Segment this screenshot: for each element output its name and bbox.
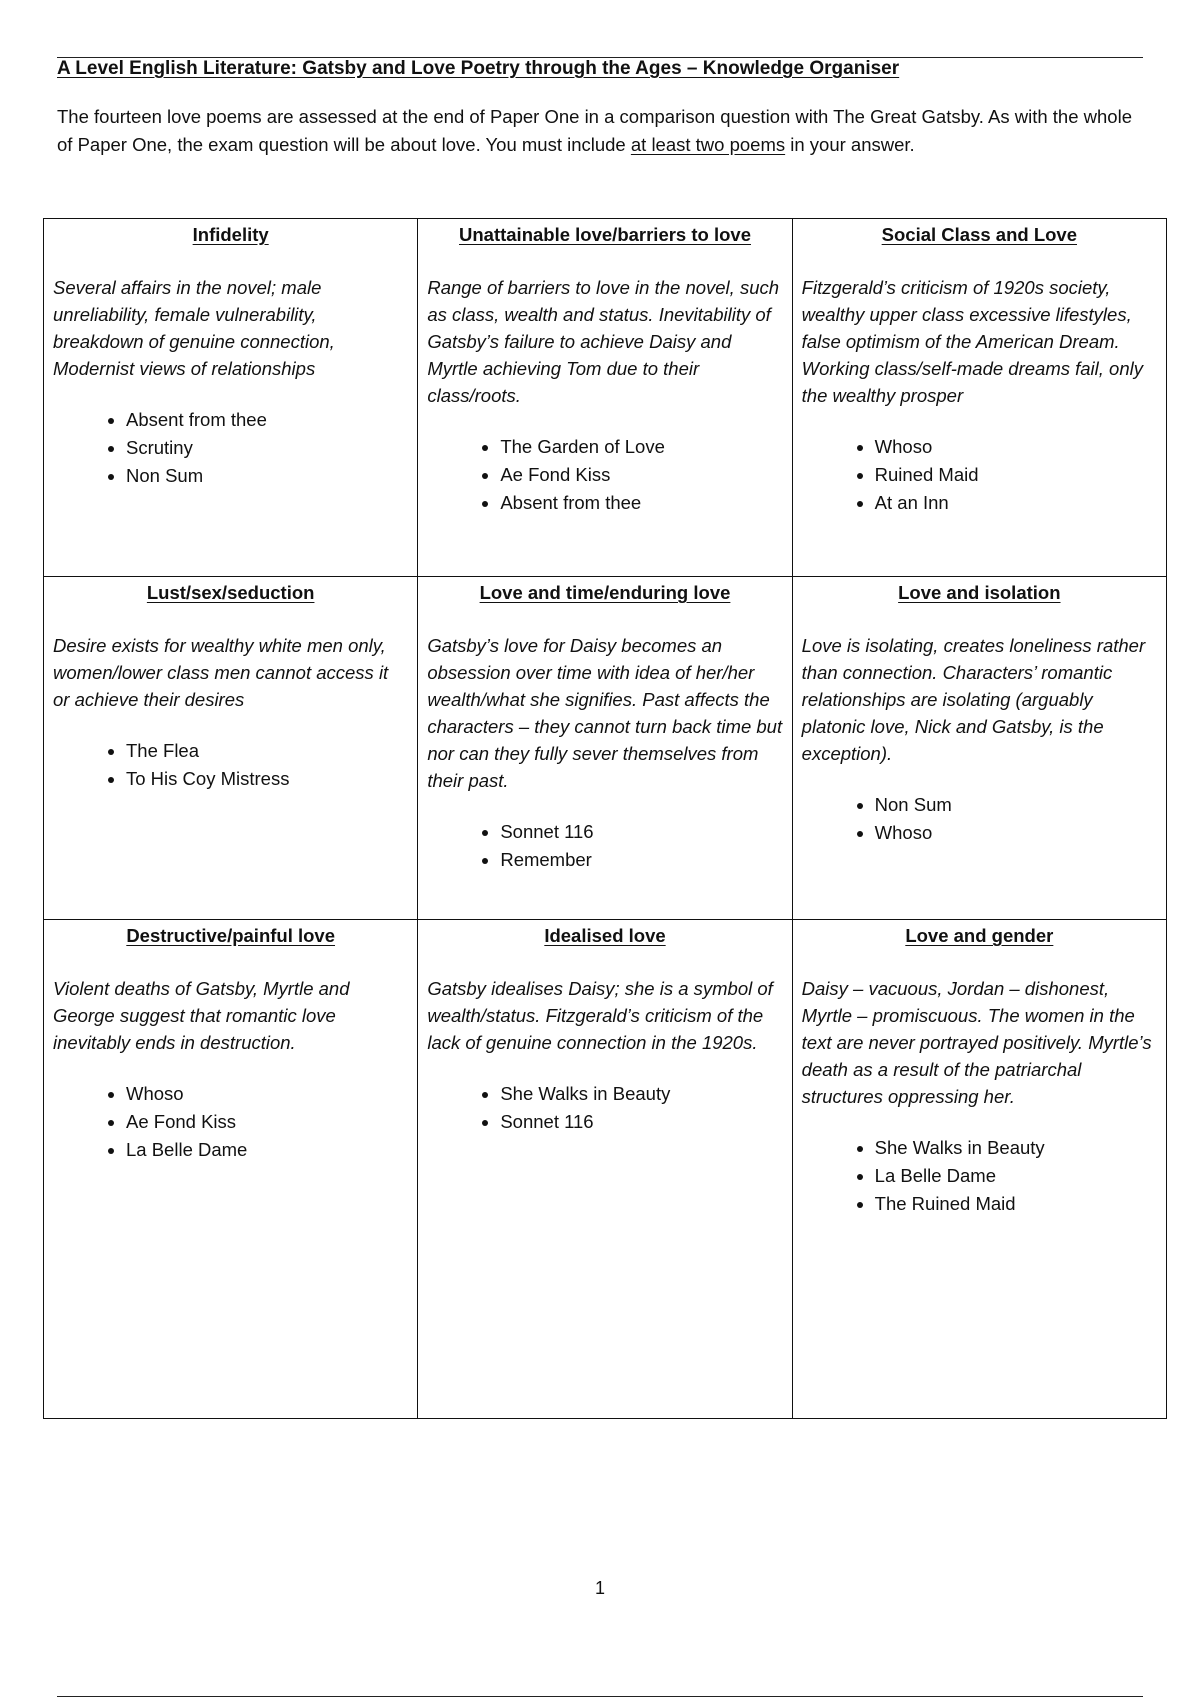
poem-item: • Absent from thee <box>126 406 408 434</box>
intro-text-end: in your answer. <box>785 134 915 155</box>
theme-heading: Love and isolation <box>898 582 1061 603</box>
poem-item: • The Garden of Love <box>500 433 782 461</box>
theme-description: Violent deaths of Gatsby, Myrtle and George suggest that romantic love inevitably ends in destruction. <box>53 978 350 1053</box>
poem-item: • Ae Fond Kiss <box>126 1108 408 1136</box>
theme-heading: Idealised love <box>544 925 666 946</box>
poem-item: • Sonnet 116 <box>500 1108 782 1136</box>
theme-cell-social-class <box>792 219 1166 577</box>
poem-list <box>427 433 782 517</box>
page-number: 1 <box>594 1578 605 1598</box>
poem-list <box>53 1080 408 1164</box>
document-title: A Level English Literature: Gatsby and Love Poetry through the Ages – Knowledge Organiser <box>57 58 900 79</box>
theme-heading: Infidelity <box>192 224 269 245</box>
theme-description: Several affairs in the novel; male unreliability, female vulnerability, breakdown of genuine connection, Modernist views of relationships <box>53 277 335 379</box>
intro-paragraph <box>57 103 1147 159</box>
theme-description: Love is isolating, creates loneliness rather than connection. Characters’ romantic relationships are isolating (arguably platonic love, Nick and Gatsby, is the exception). <box>801 635 1146 764</box>
poem-item: • Whoso <box>875 433 1157 461</box>
poem-list <box>802 433 1157 517</box>
theme-description: Gatsby idealises Daisy; she is a symbol of wealth/status. Fitzgerald’s criticism of the lack of genuine connection in the 1920s. <box>427 978 773 1053</box>
theme-heading: Love and gender <box>905 925 1054 946</box>
poem-item: • She Walks in Beauty <box>500 1080 782 1108</box>
knowledge-grid <box>43 218 1167 1419</box>
poem-item: • She Walks in Beauty <box>875 1134 1157 1162</box>
poem-list <box>802 1134 1157 1218</box>
theme-cell-destructive-love <box>44 920 418 1419</box>
poem-list <box>427 1080 782 1136</box>
poem-item: • At an Inn <box>875 489 1157 517</box>
poem-item: • La Belle Dame <box>875 1162 1157 1190</box>
bottom-rule <box>57 1696 1143 1697</box>
poem-item: • Non Sum <box>126 462 408 490</box>
poem-item: • Scrutiny <box>126 434 408 462</box>
poem-item: • La Belle Dame <box>126 1136 408 1164</box>
theme-cell-unattainable-love <box>418 219 792 577</box>
poem-item: • Whoso <box>875 819 1157 847</box>
poem-item: • The Ruined Maid <box>875 1190 1157 1218</box>
poem-list <box>427 818 782 874</box>
theme-cell-love-and-gender <box>792 920 1166 1419</box>
poem-item: • Remember <box>500 846 782 874</box>
poem-item: • To His Coy Mistress <box>126 765 408 793</box>
theme-heading: Social Class and Love <box>881 224 1077 245</box>
poem-item: • Absent from thee <box>500 489 782 517</box>
poem-list <box>802 791 1157 847</box>
intro-underlined: at least two poems <box>630 134 786 155</box>
theme-heading: Unattainable love/barriers to love <box>459 224 751 245</box>
poem-item: • Ruined Maid <box>875 461 1157 489</box>
theme-description: Desire exists for wealthy white men only, women/lower class men cannot access it or achieve their desires <box>53 635 389 710</box>
theme-cell-love-and-isolation <box>792 577 1166 920</box>
theme-description: Range of barriers to love in the novel, such as class, wealth and status. Inevitability of Gatsby’s failure to achieve Daisy and Myrtle achieving Tom due to their class/roots. <box>427 277 780 406</box>
theme-cell-idealised-love <box>418 920 792 1419</box>
poem-item: • Whoso <box>126 1080 408 1108</box>
poem-item: • The Flea <box>126 737 408 765</box>
poem-item: • Ae Fond Kiss <box>500 461 782 489</box>
grid-row <box>44 577 1167 920</box>
theme-description: Gatsby’s love for Daisy becomes an obsession over time with idea of her/her wealth/what she signifies. Past affects the characters – they cannot turn back time but nor can they fully sever themselves from their past. <box>427 635 783 791</box>
theme-cell-love-and-time <box>418 577 792 920</box>
poem-item: • Non Sum <box>875 791 1157 819</box>
theme-cell-lust <box>44 577 418 920</box>
grid-row <box>44 920 1167 1419</box>
theme-heading: Destructive/painful love <box>126 925 336 946</box>
poem-item: • Sonnet 116 <box>500 818 782 846</box>
poem-list <box>53 737 408 793</box>
theme-description: Fitzgerald’s criticism of 1920s society, wealthy upper class excessive lifestyles, false optimism of the American Dream. Working class/self-made dreams fail, only the wealthy prosper <box>801 277 1143 406</box>
grid-row <box>44 219 1167 577</box>
theme-cell-infidelity <box>44 219 418 577</box>
theme-description: Daisy – vacuous, Jordan – dishonest, Myrtle – promiscuous. The women in the text are never portrayed positively. Myrtle’s death as a result of the patriarchal structures oppressing her. <box>801 978 1152 1107</box>
intro-text: The fourteen love poems are assessed at the end of Paper One in a comparison question with The Great Gatsby. As with the whole of Paper One, the exam question will be about love. You must include <box>57 106 1132 155</box>
theme-heading: Love and time/enduring love <box>479 582 731 603</box>
poem-list <box>53 406 408 490</box>
theme-heading: Lust/sex/seduction <box>146 582 315 603</box>
